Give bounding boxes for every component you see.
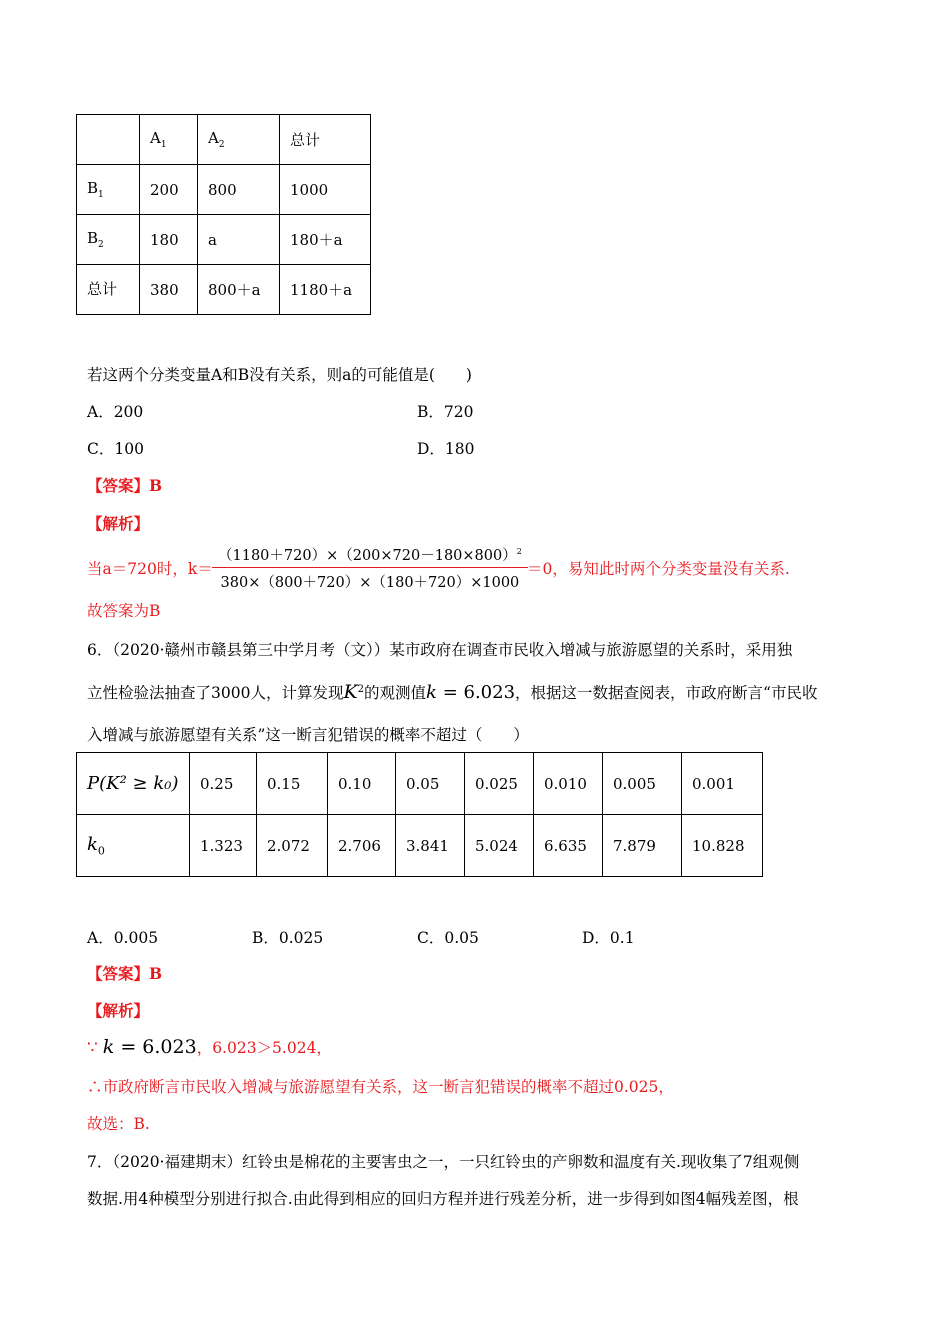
table-cell: 0.010 bbox=[534, 753, 603, 815]
q5-analysis-label: 【解析】 bbox=[87, 514, 150, 533]
table-row bbox=[77, 165, 371, 215]
table-row bbox=[77, 815, 763, 877]
table-cell: 380 bbox=[140, 265, 198, 315]
q6-line-2: 立性检验法抽查了3000人，计算发现$K^2$的观测值k = 6.023，根据这一数据查阅表，市政府断言“市民收 bbox=[87, 681, 818, 703]
table-cell: 0.10 bbox=[328, 753, 396, 815]
q6-option-c: C．0.05 bbox=[417, 929, 479, 947]
p-label-cell bbox=[77, 753, 190, 815]
q5-option-d: D．180 bbox=[417, 440, 475, 458]
row-label-b1: $B_1$ bbox=[77, 165, 140, 215]
table-cell: 5.024 bbox=[465, 815, 534, 877]
q5-answer: 【答案】B bbox=[87, 476, 163, 495]
table-cell: 0.005 bbox=[603, 753, 682, 815]
table-cell: 0.15 bbox=[257, 753, 328, 815]
q6-answer: 【答案】B bbox=[87, 964, 163, 983]
table-row bbox=[77, 265, 371, 315]
table-cell: 10.828 bbox=[682, 815, 763, 877]
contingency-table bbox=[76, 114, 371, 315]
table-cell: a bbox=[198, 215, 280, 265]
table-cell: 180 bbox=[140, 215, 198, 265]
q5-option-b: B．720 bbox=[417, 403, 474, 421]
row-label-total: 总计 bbox=[77, 265, 140, 315]
p-label: P(K² ≥ k₀) bbox=[87, 773, 179, 794]
q6-therefore: ∴市政府断言市民收入增减与旅游愿望有关系，这一断言犯错误的概率不超过0.025， bbox=[87, 1078, 674, 1096]
q6-analysis-label: 【解析】 bbox=[87, 1001, 150, 1020]
row-label-b2: $B_2$ bbox=[77, 215, 140, 265]
q5-conclusion: 故答案为B bbox=[87, 602, 161, 620]
table-cell: 2.706 bbox=[328, 815, 396, 877]
table-header-total: 总计 bbox=[280, 115, 371, 165]
table-cell: 2.072 bbox=[257, 815, 328, 877]
q5-analysis-prefix: 当a＝720时，k＝ bbox=[87, 560, 213, 578]
table-cell: 180＋a bbox=[280, 215, 371, 265]
fraction-denominator: 380×（800＋720）×（180＋720）×1000 bbox=[220, 575, 520, 591]
q6-choice: 故选：B. bbox=[87, 1115, 150, 1133]
table-header-a2: $A_2$ bbox=[198, 115, 280, 165]
table-row bbox=[77, 215, 371, 265]
table-cell: 200 bbox=[140, 165, 198, 215]
q5-option-c: C．100 bbox=[87, 440, 144, 458]
q5-option-a: A．200 bbox=[87, 403, 144, 421]
q5-stem: 若这两个分类变量A和B没有关系，则a的可能值是( ) bbox=[87, 366, 472, 384]
q7-line-1: 7．（2020·福建期末）红铃虫是棉花的主要害虫之一，一只红铃虫的产卵数和温度有关.现收集了7组观侧 bbox=[87, 1153, 800, 1171]
q6-option-a: A．0.005 bbox=[87, 929, 159, 947]
q5-fraction bbox=[212, 544, 528, 592]
table-cell: 0.25 bbox=[190, 753, 257, 815]
q6-because-line: ∵ k = 6.023，6.023＞5.024， bbox=[87, 1036, 332, 1058]
table-cell: 6.635 bbox=[534, 815, 603, 877]
q6-line-3: 入增减与旅游愿望有关系”这一断言犯错误的概率不超过（ ） bbox=[87, 726, 529, 744]
table-row bbox=[77, 115, 371, 165]
q7-line-2: 数据.用4种模型分别进行拟合.由此得到相应的回归方程并进行残差分析，进一步得到如图4幅残差图，根 bbox=[87, 1190, 799, 1208]
table-cell: 0.025 bbox=[465, 753, 534, 815]
critical-value-table bbox=[76, 752, 763, 877]
k-label-cell: $k_0$ bbox=[77, 815, 190, 877]
table-cell: 7.879 bbox=[603, 815, 682, 877]
q6-option-b: B．0.025 bbox=[252, 929, 324, 947]
table-cell: 800＋a bbox=[198, 265, 280, 315]
q5-analysis-suffix: ＝0，易知此时两个分类变量没有关系. bbox=[527, 560, 790, 578]
table-header-a1: $A_1$ bbox=[140, 115, 198, 165]
table-cell bbox=[77, 115, 140, 165]
table-cell: 800 bbox=[198, 165, 280, 215]
table-cell: 1000 bbox=[280, 165, 371, 215]
table-cell: 1.323 bbox=[190, 815, 257, 877]
table-cell: 3.841 bbox=[396, 815, 465, 877]
table-cell: 0.001 bbox=[682, 753, 763, 815]
table-cell: 1180＋a bbox=[280, 265, 371, 315]
table-row bbox=[77, 753, 763, 815]
q6-option-d: D．0.1 bbox=[582, 929, 635, 947]
q6-line-1: 6．（2020·赣州市赣县第三中学月考（文））某市政府在调查市民收入增减与旅游愿望的关系时，采用独 bbox=[87, 641, 793, 659]
fraction-numerator: $(1180+720)\times(200\times 720-180\times 800)^2$ bbox=[218, 547, 522, 564]
table-cell: 0.05 bbox=[396, 753, 465, 815]
